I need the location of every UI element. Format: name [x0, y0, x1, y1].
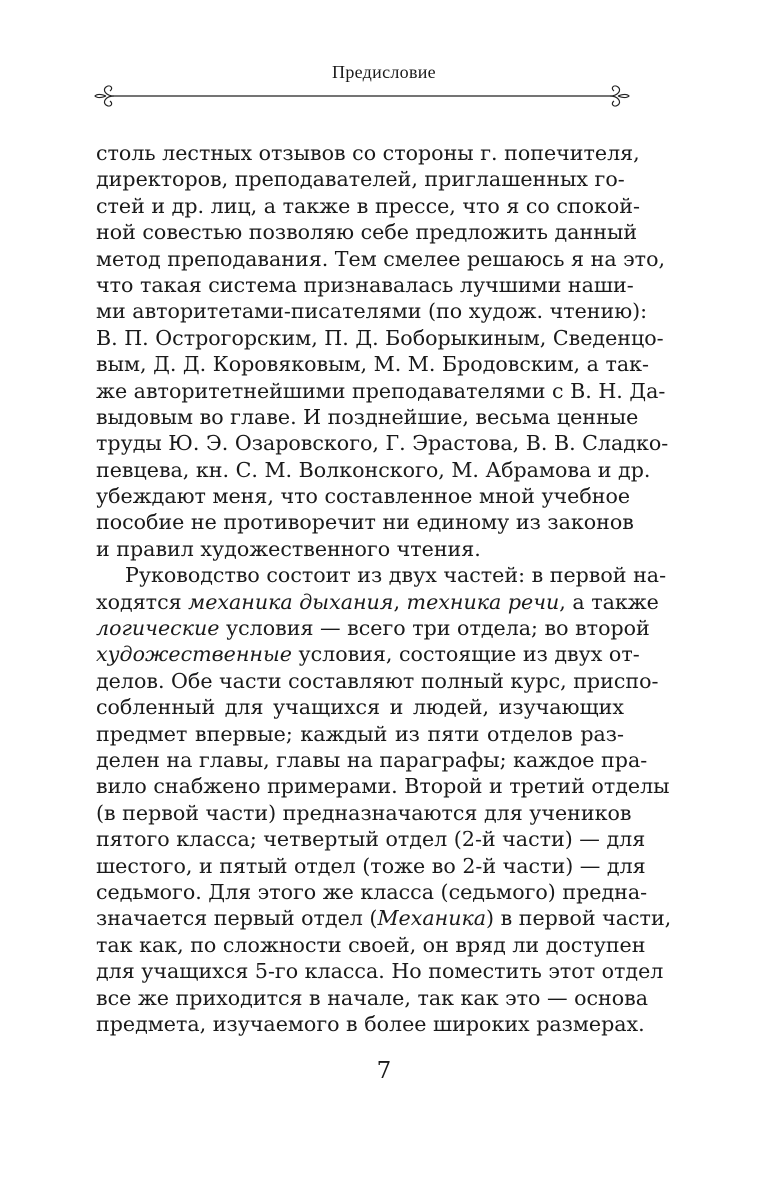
text-line: ходятся механика дыхания, техника речи, а также — [96, 589, 659, 614]
text-line: ной совестью позволяю себе предложить данный — [96, 220, 638, 245]
page-number: 7 — [376, 1058, 392, 1084]
text-line: убеждают меня, что составленное мной учебное — [96, 484, 631, 509]
text-line: делен на главы, главы на параграфы; каждое пра- — [96, 747, 648, 772]
text-line: для учащихся 5-го класса. Но поместить этот отдел — [96, 959, 664, 984]
text-line: директоров, преподавателей, приглашенных го- — [96, 167, 625, 192]
text-line: вило снабжено примерами. Второй и третий отделы — [96, 774, 670, 799]
text-line: певцева, кн. С. М. Волконского, М. Абрамова и др. — [96, 457, 651, 482]
text-line: делов. Обе части составляют полный курс, приспо- — [96, 668, 659, 693]
header-ornament-rule — [92, 82, 632, 110]
text-line: столь лестных отзывов со стороны г. попечителя, — [96, 141, 640, 165]
text-line: пятого класса; четвертый отдел (2-й части) — для — [96, 827, 646, 852]
text-line: художественные условия, состоящие из двух от- — [96, 642, 640, 667]
text-line: Руководство состоит из двух частей: в первой на- — [125, 563, 667, 588]
text-line: труды Ю. Э. Озаровского, Г. Эрастова, В. В. Сладко- — [96, 431, 669, 456]
text-line: В. П. Острогорским, П. Д. Боборыкиным, Сведенцо- — [96, 325, 664, 350]
text-line: все же приходится в начале, так как это — основа — [96, 985, 649, 1010]
text-line: (в первой части) предназначаются для учеников — [96, 800, 632, 825]
text-line: и правил художественного чтения. — [96, 536, 481, 561]
text-line: вым, Д. Д. Коровяковым, М. М. Бродовским, а так- — [96, 352, 649, 377]
text-line: ми авторитетами-писателями (по худож. чтению): — [96, 299, 648, 324]
body-text — [96, 140, 672, 1037]
text-line: значается первый отдел (Механика) в первой части, — [96, 906, 672, 931]
text-line: пособие не противоречит ни единому из законов — [96, 510, 634, 535]
text-line: же авторитетнейшими преподавателями с В. Н. Да- — [96, 378, 666, 403]
text-line: собленный для учащихся и людей, изучающих — [96, 695, 624, 720]
text-line: что такая система признавалась лучшими наши- — [96, 272, 634, 297]
text-line: выдовым во главе. И позднейшие, весьма ценные — [96, 404, 639, 429]
text-line: седьмого. Для этого же класса (седьмого) предна- — [96, 879, 648, 904]
text-line: так как, по сложности своей, он вряд ли доступен — [96, 932, 646, 957]
text-line: шестого, и пятый отдел (тоже во 2-й части) — для — [96, 853, 646, 878]
running-head: Предисловие — [332, 62, 436, 82]
text-line: стей и др. лиц, а также в прессе, что я со спокой- — [96, 193, 640, 218]
text-line: предмета, изучаемого в более широких размерах. — [96, 1011, 645, 1036]
text-line: метод преподавания. Тем смелее решаюсь я на это, — [96, 246, 666, 271]
text-line: логические условия — всего три отдела; во второй — [96, 616, 650, 641]
text-line: предмет впервые; каждый из пяти отделов раз- — [96, 721, 624, 746]
